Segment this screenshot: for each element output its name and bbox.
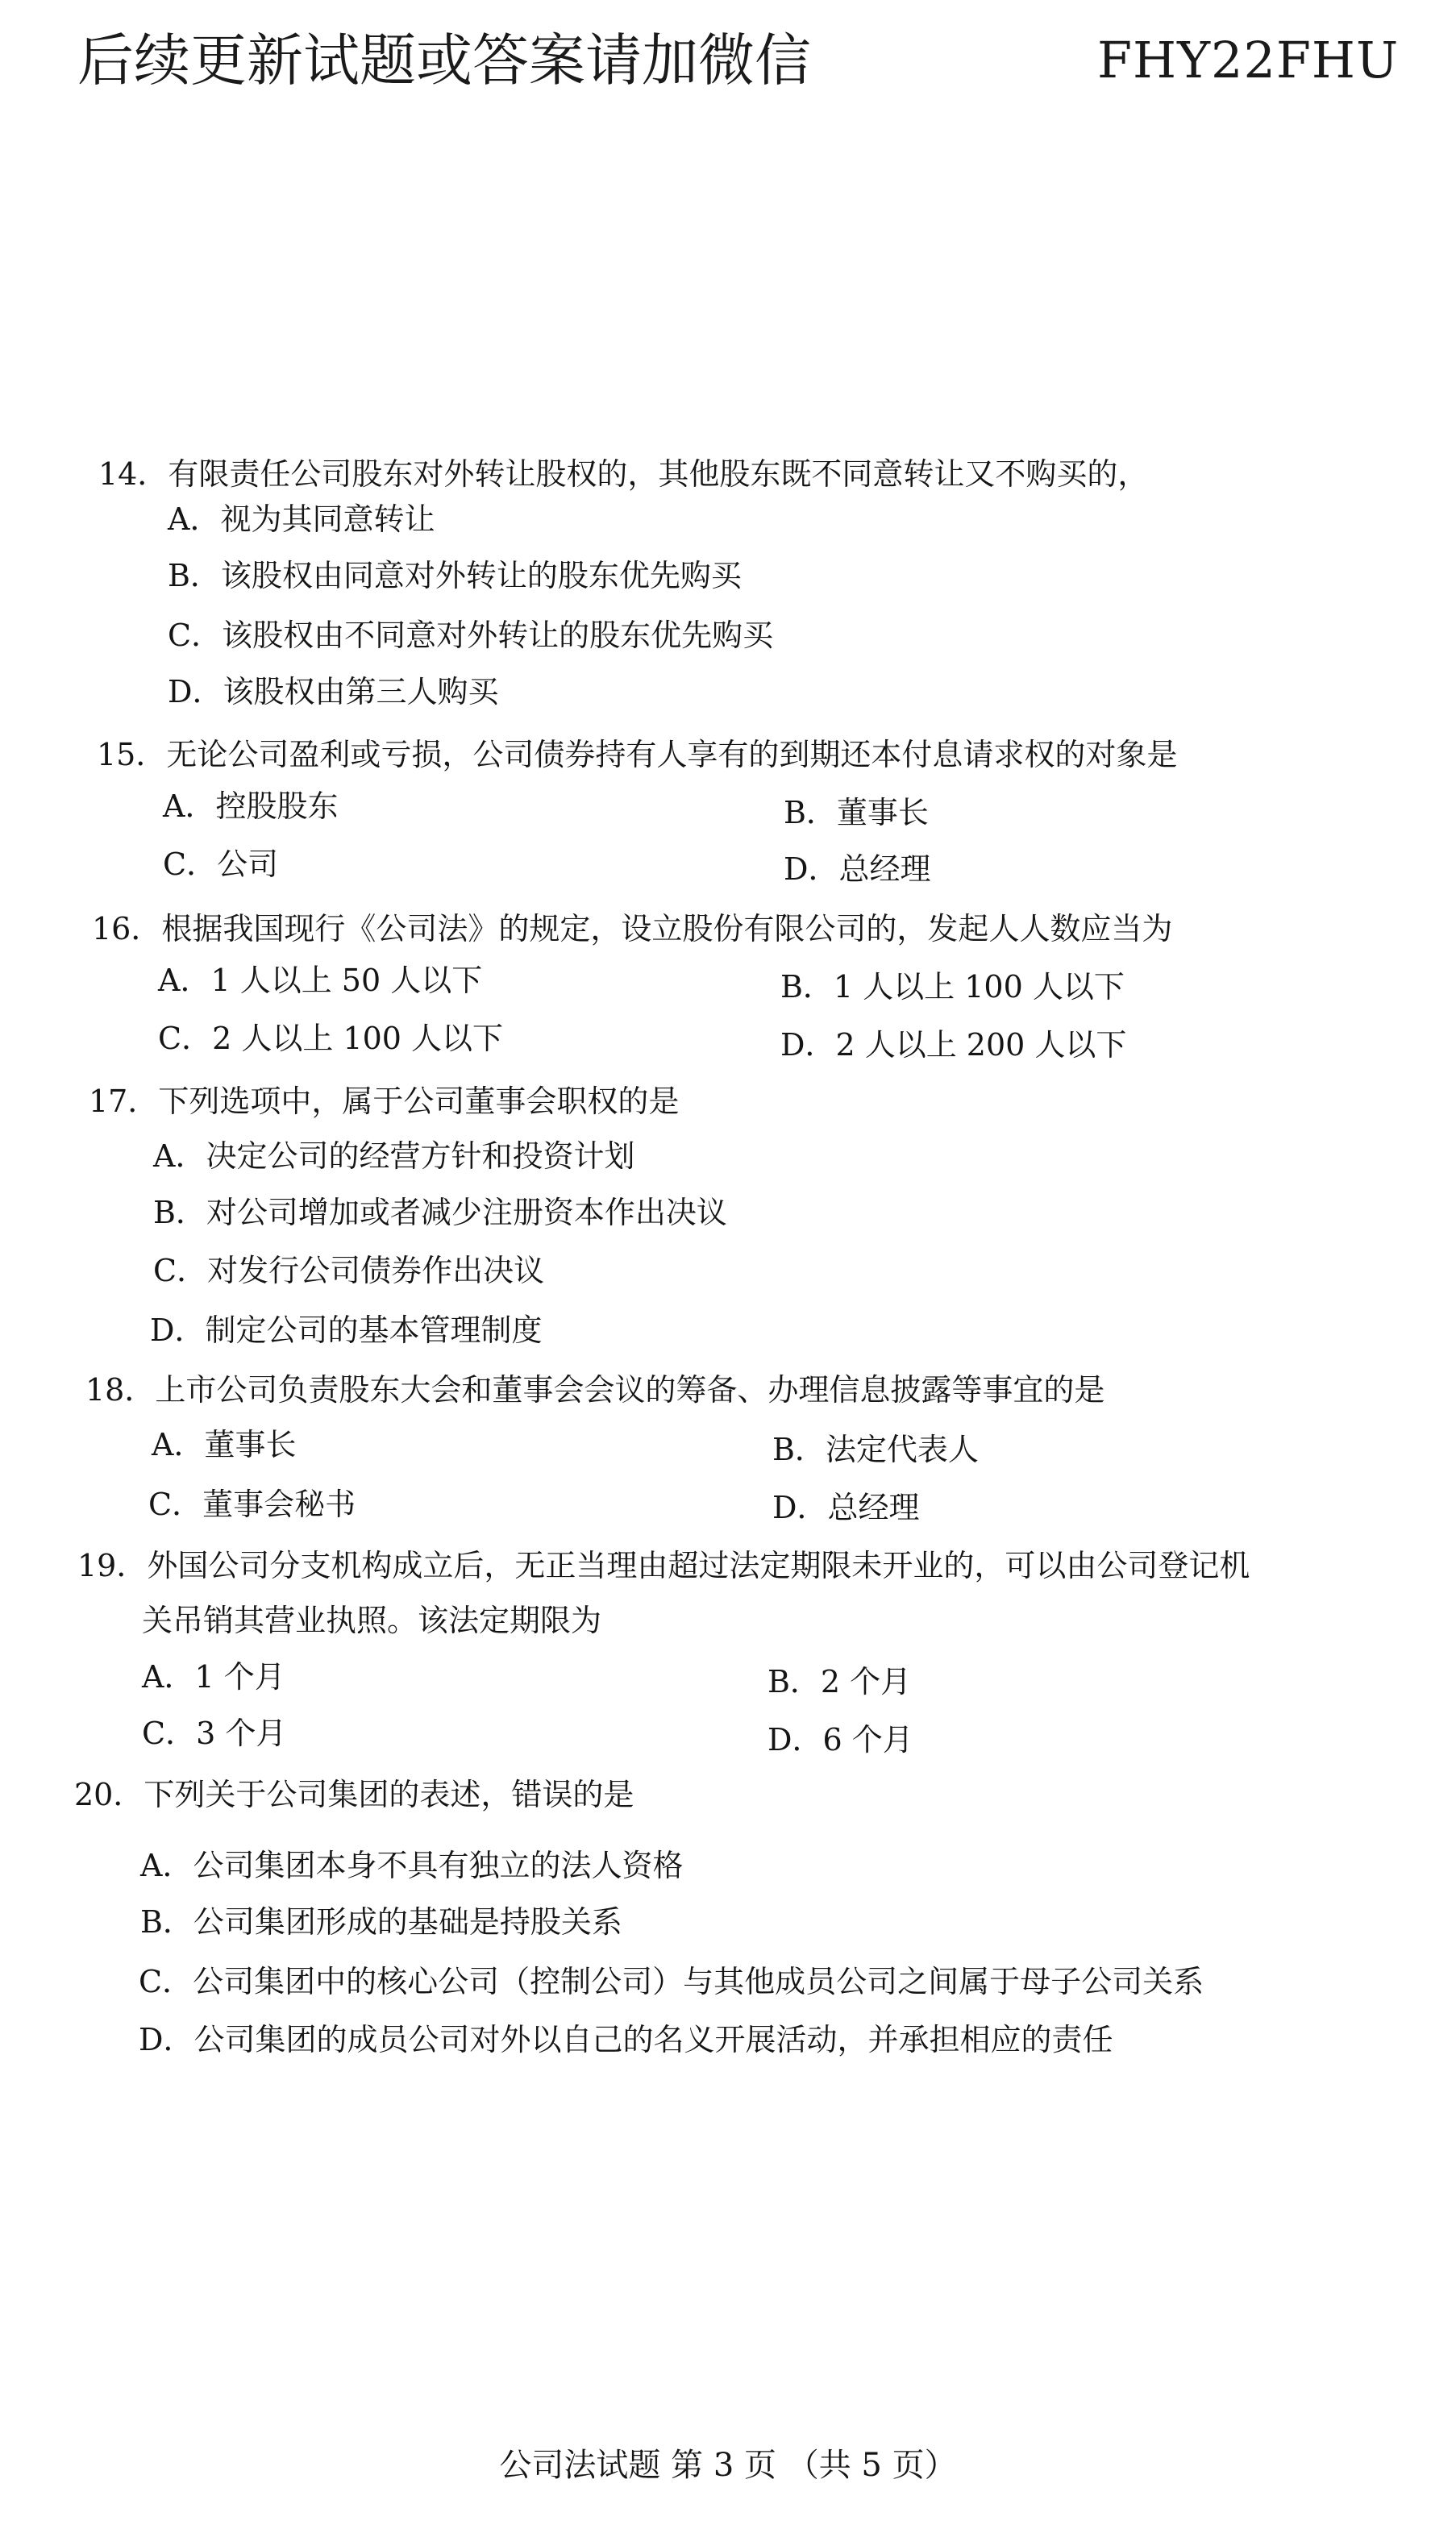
question-14-option-a: A．视为其同意转让	[168, 501, 435, 537]
question-18-stem: 18．上市公司负责股东大会和董事会会议的筹备、办理信息披露等事宜的是	[85, 1372, 1105, 1408]
question-14-stem: 14．有限责任公司股东对外转让股权的，其他股东既不同意转让又不购买的，	[98, 456, 1149, 492]
question-19-option-a: A．1 个月	[142, 1659, 285, 1695]
question-17-stem: 17．下列选项中，属于公司董事会职权的是	[89, 1084, 680, 1119]
question-16-stem: 16．根据我国现行《公司法》的规定，设立股份有限公司的，发起人人数应当为	[92, 911, 1173, 946]
question-15-option-b: B．董事长	[784, 795, 929, 830]
watermark-header	[77, 24, 1400, 97]
question-15-option-a: A．控股股东	[163, 788, 339, 824]
question-15-option-d: D．总经理	[784, 851, 931, 887]
question-19-stem-line-1: 19．外国公司分支机构成立后，无正当理由超过法定期限未开业的，可以由公司登记机	[77, 1548, 1250, 1583]
header-notice: 后续更新试题或答案请加微信	[77, 27, 811, 94]
question-20-option-b: B．公司集团形成的基础是持股关系	[140, 1904, 622, 1940]
question-16-option-d: D．2 人以上 200 人以下	[780, 1027, 1127, 1063]
question-18-option-c: C．董事会秘书	[148, 1487, 356, 1522]
page-footer: 公司法试题 第 3 页 （共 5 页）	[499, 2447, 957, 2484]
question-19-stem-line-2: 关吊销其营业执照。该法定期限为	[142, 1603, 602, 1638]
question-17-option-d: D．制定公司的基本管理制度	[150, 1312, 543, 1348]
question-15-option-c: C．公司	[163, 847, 279, 882]
question-16-option-c: C．2 人以上 100 人以下	[158, 1021, 504, 1056]
question-18-option-a: A．董事长	[152, 1427, 297, 1462]
question-20-option-c: C．公司集团中的核心公司（控制公司）与其他成员公司之间属于母子公司关系	[139, 1964, 1204, 1999]
question-15-stem: 15．无论公司盈利或亏损，公司债券持有人享有的到期还本付息请求权的对象是	[97, 737, 1178, 772]
question-18-option-b: B．法定代表人	[772, 1432, 979, 1467]
header-wechat-code: FHY22FHU	[1097, 31, 1400, 89]
question-14-option-b: B．该股权由同意对外转让的股东优先购买	[168, 558, 742, 593]
question-16-option-b: B．1 人以上 100 人以下	[780, 969, 1125, 1005]
question-20-stem: 20．下列关于公司集团的表述，错误的是	[74, 1777, 634, 1812]
question-17-option-b: B．对公司增加或者减少注册资本作出决议	[153, 1195, 727, 1230]
question-14-option-c: C．该股权由不同意对外转让的股东优先购买	[168, 618, 774, 653]
question-19-option-b: B．2 个月	[768, 1664, 912, 1699]
question-19-option-d: D．6 个月	[768, 1722, 913, 1758]
question-16-option-a: A．1 人以上 50 人以下	[158, 963, 483, 998]
question-20-option-a: A．公司集团本身不具有独立的法人资格	[140, 1848, 684, 1883]
question-17-option-a: A．决定公司的经营方针和投资计划	[153, 1138, 635, 1174]
question-18-option-d: D．总经理	[772, 1490, 920, 1525]
question-14-option-d: D．该股权由第三人购买	[168, 674, 499, 709]
question-17-option-c: C．对发行公司债券作出决议	[153, 1253, 545, 1288]
question-19-option-c: C．3 个月	[142, 1716, 287, 1751]
question-20-option-d: D．公司集团的成员公司对外以自己的名义开展活动，并承担相应的责任	[139, 2022, 1113, 2057]
